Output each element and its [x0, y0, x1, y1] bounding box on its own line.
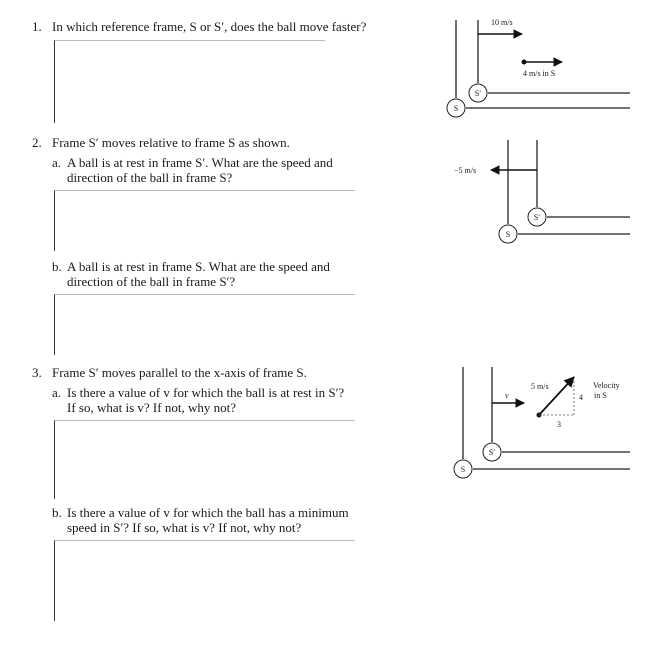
- q3-figure: [454, 367, 630, 478]
- q3b-label: b.: [52, 505, 62, 520]
- q3-legend-line1: Velocity: [593, 381, 620, 390]
- q2b-label: b.: [52, 259, 62, 274]
- q1-frame-s-label: S: [453, 104, 459, 113]
- q3-ball-speed-label: 5 m/s: [531, 382, 549, 391]
- q1-number: 1.: [32, 19, 42, 34]
- q2-frame-sp-label: S′: [533, 213, 541, 222]
- q3-number: 3.: [32, 365, 42, 380]
- q3-frame-s-label: S: [460, 465, 466, 474]
- q1-text: In which reference frame, S or S′, does the ball move faster?: [52, 19, 367, 34]
- q2b-line1: A ball is at rest in frame S. What are the speed and: [67, 259, 330, 274]
- q2-text: Frame S′ moves relative to frame S as shown.: [52, 135, 290, 150]
- q3-component-y-label: 4: [579, 393, 583, 402]
- q2a-line2: direction of the ball in frame S?: [67, 170, 233, 185]
- q3b-line2: speed in S′? If so, what is v? If not, why not?: [67, 520, 302, 535]
- q3-legend-line2: in S: [594, 391, 607, 400]
- q3a-line2: If so, what is v? If not, why not?: [67, 400, 236, 415]
- q3a-line1: Is there a value of v for which the ball is at rest in S′?: [67, 385, 345, 400]
- q3a-label: a.: [52, 385, 62, 400]
- q1-ball-velocity-label: 4 m/s in S: [523, 69, 556, 78]
- q2-number: 2.: [32, 135, 42, 150]
- q2-frame-velocity-label: −5 m/s: [454, 166, 477, 175]
- q1-frame-sp-label: S′: [474, 89, 482, 98]
- q3-text: Frame S′ moves parallel to the x-axis of frame S.: [52, 365, 307, 380]
- q2a-line1: A ball is at rest in frame S′. What are the speed and: [67, 155, 333, 170]
- q3b-line1: Is there a value of v for which the ball has a minimum: [67, 505, 349, 520]
- q3-component-x-label: 3: [557, 420, 561, 429]
- q2b-line2: direction of the ball in frame S′?: [67, 274, 236, 289]
- q2a-label: a.: [52, 155, 62, 170]
- q3-frame-velocity-label: v: [505, 391, 509, 400]
- q2-figure: [454, 140, 630, 243]
- q1-figure: [447, 18, 630, 117]
- q2-frame-s-label: S: [505, 230, 511, 239]
- q1-frame-velocity-label: 10 m/s: [491, 18, 513, 27]
- q3-frame-sp-label: S′: [488, 448, 496, 457]
